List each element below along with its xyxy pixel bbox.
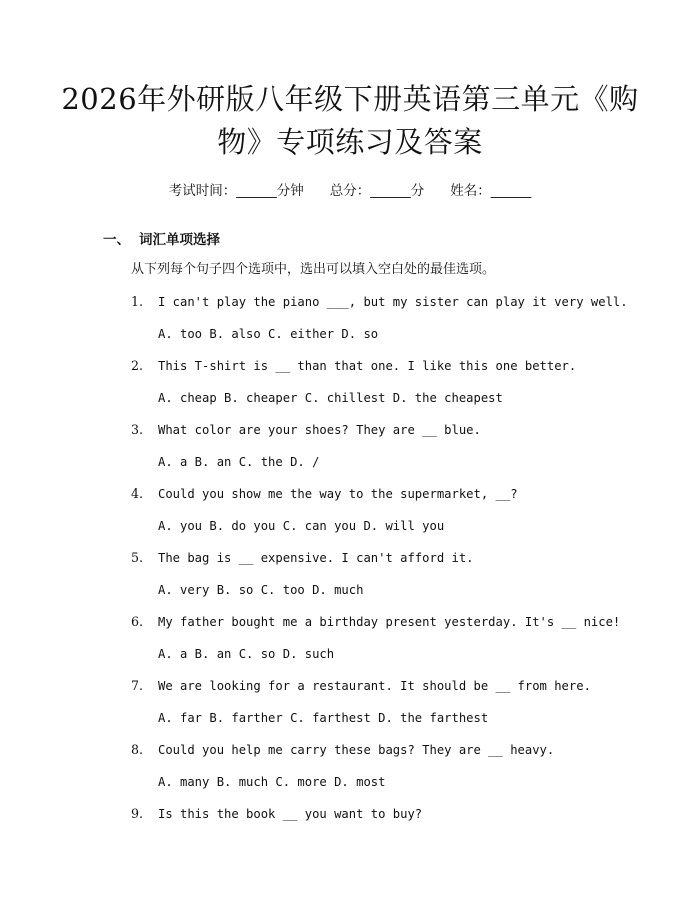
question-text: This T-shirt is __ than that one. I like this one better.	[158, 359, 577, 373]
question-text: My father bought me a birthday present yesterday. It's __ nice!	[158, 615, 621, 629]
document-title: 2026年外研版八年级下册英语第三单元《购物》专项练习及答案	[61, 82, 639, 159]
question-text: I can't play the piano ___, but my sister can play it very well.	[158, 295, 628, 309]
question-number: 4.	[131, 486, 144, 501]
section-title: 词汇单项选择	[139, 232, 220, 248]
question-item	[131, 548, 631, 580]
question-number: 7.	[131, 678, 144, 693]
question-text: What color are your shoes? They are __ blue.	[158, 423, 481, 437]
answer-options: A. a B. an C. so D. such	[158, 647, 335, 661]
exam-info	[0, 181, 700, 201]
question-number: 1.	[131, 294, 144, 309]
question-number: 8.	[131, 742, 144, 757]
question-item	[131, 292, 631, 324]
student-name: 姓名：______	[450, 183, 532, 199]
answer-options: A. a B. an C. the D. /	[158, 455, 320, 469]
section-heading	[103, 230, 220, 250]
question-item	[131, 420, 631, 452]
question-number: 9.	[131, 806, 144, 821]
question-item	[131, 676, 631, 708]
question-text: We are looking for a restaurant. It should be __ from here.	[158, 679, 591, 693]
answer-options: A. very B. so C. too D. much	[158, 583, 364, 597]
answer-options: A. far B. farther C. farthest D. the farthest	[158, 711, 489, 725]
exam-time: 考试时间：______分钟	[168, 183, 304, 199]
question-item	[131, 740, 631, 772]
question-item	[131, 804, 631, 836]
question-text: The bag is __ expensive. I can't afford it.	[158, 551, 474, 565]
question-number: 6.	[131, 614, 144, 629]
question-item	[131, 356, 631, 388]
question-item	[131, 484, 631, 516]
question-text: Is this the book __ you want to buy?	[158, 807, 423, 821]
total-score: 总分：______分	[329, 183, 425, 199]
section-instructions: 从下列每个句子四个选项中，选出可以填入空白处的最佳选项。	[131, 262, 496, 277]
question-number: 2.	[131, 358, 144, 373]
answer-options: A. too B. also C. either D. so	[158, 327, 379, 341]
question-list	[131, 292, 631, 836]
question-number: 3.	[131, 422, 144, 437]
question-number: 5.	[131, 550, 144, 565]
question-item	[131, 612, 631, 644]
answer-options: A. cheap B. cheaper C. chillest D. the cheapest	[158, 391, 503, 405]
question-text: Could you show me the way to the supermarket, __?	[158, 487, 518, 501]
section-number: 一、	[103, 232, 130, 248]
answer-options: A. you B. do you C. can you D. will you	[158, 519, 445, 533]
question-text: Could you help me carry these bags? They are __ heavy.	[158, 743, 555, 757]
answer-options: A. many B. much C. more D. most	[158, 775, 386, 789]
